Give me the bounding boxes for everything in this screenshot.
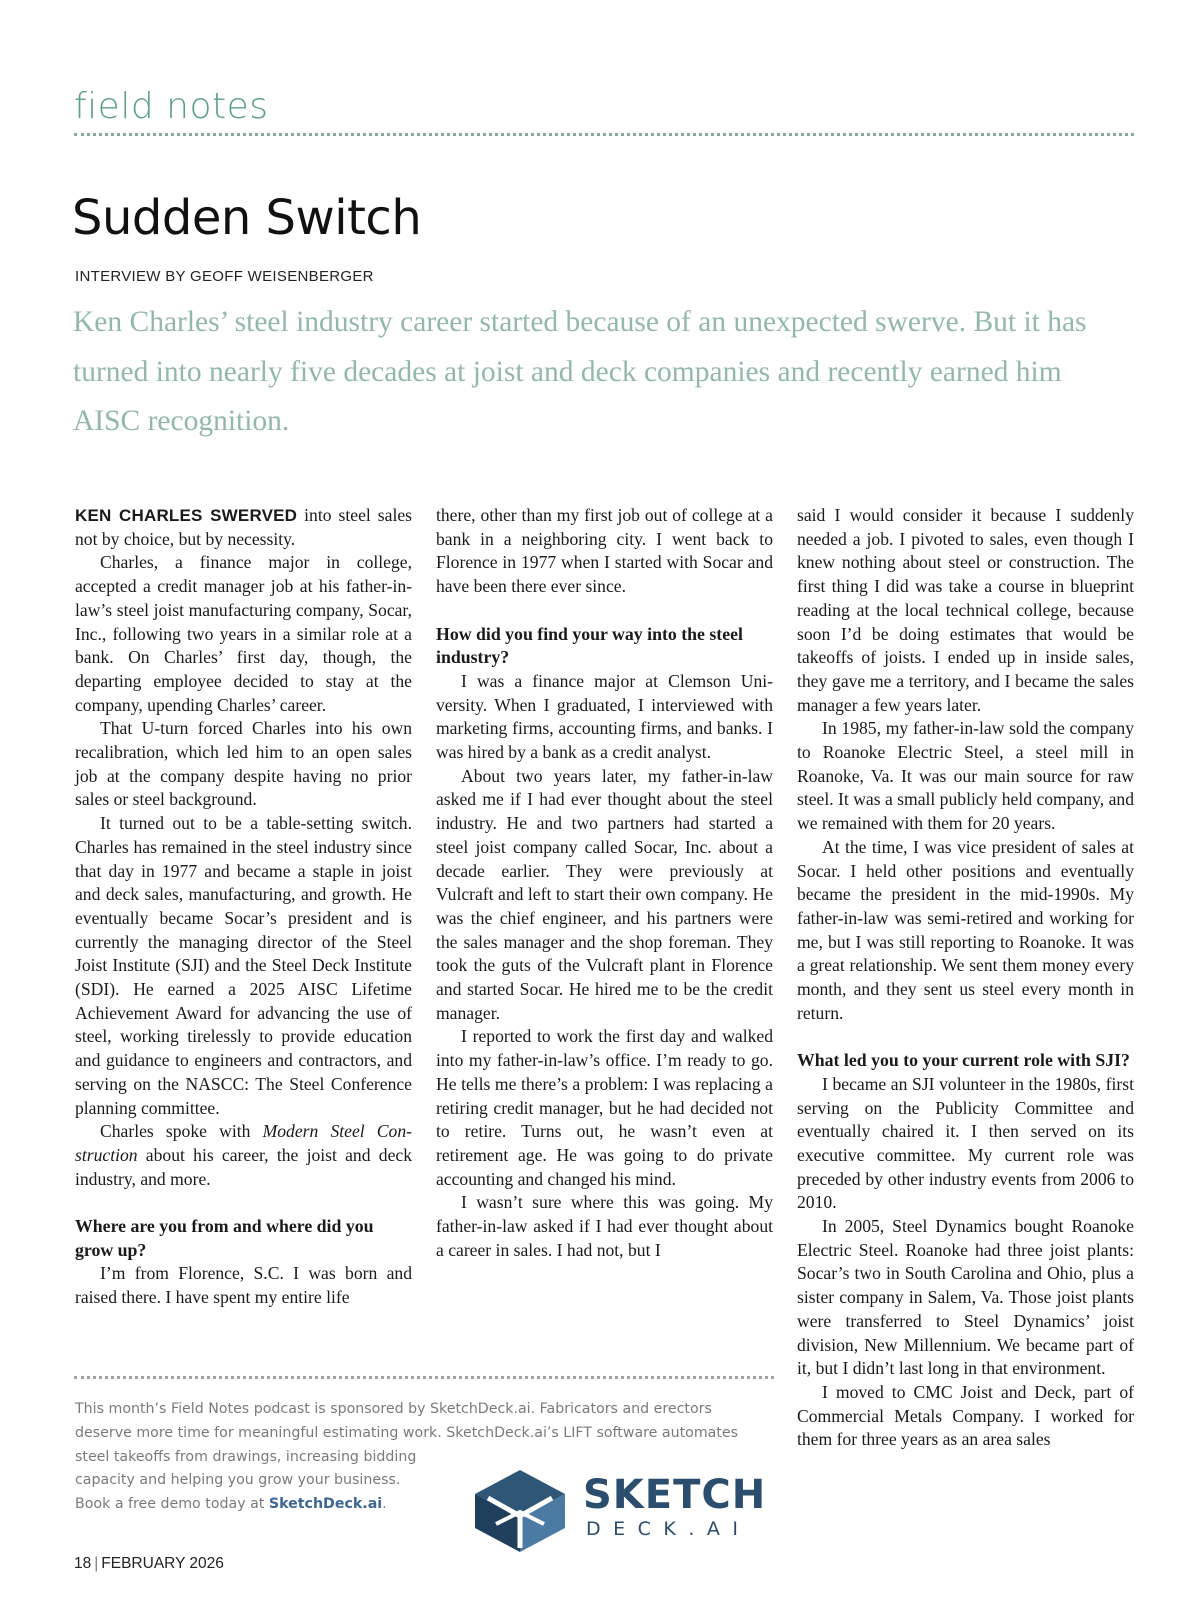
paragraph: I reported to work the first day and walked into my father-in-law’s office. I’m ready to go. He tells me there’s a problem: I was replacing a retiring credit manager, but he had decided not to retire. Turns out, he wasn’t even at retirement age. He was going to do private accounting and changed his mind. — [436, 1026, 773, 1189]
sponsor-line: deserve more time for meaningful estimating work. SketchDeck.ai’s LIFT software automates — [75, 1424, 739, 1441]
lead-caps: KEN CHARLES SWERVED — [75, 506, 298, 525]
paragraph: In 2005, Steel Dynamics bought Roanoke Electric Steel. Roanoke had three joist plants: Socar’s two in South Carolina and Ohio, plus a sister company in Salem, Va. Those joist plants were transferred to Steel Dynamics’ joist division, New Millennium. We became part of it, but I didn’t last long in that environment. — [797, 1216, 1134, 1379]
section-label: field notes — [74, 86, 269, 127]
sponsor-link[interactable]: SketchDeck.ai — [268, 1496, 383, 1513]
paragraph: I was a finance major at Clemson University. When I graduated, I interviewed with marketing firms, accounting firms, and banks. I was hired by a bank as a credit analyst. — [436, 670, 773, 763]
paragraph: It turned out to be a table-setting switch. Charles has remained in the steel industry since that day in 1977 and became a staple in joist and deck sales, manufacturing, and growth. He eventually became Socar’s president and is currently the managing director of the Steel Joist Institute (SJI) and the Steel Deck Institute (SDI). He earned a 2025 AISC Lifetime Achievement Award for advancing the use of steel, working tirelessly to provide education and guidance to engineers and contractors, and serving on the NASCC: The Steel Conference planning committee. — [75, 813, 412, 1118]
sponsor-line: capacity and helping you grow your business. — [75, 1472, 401, 1489]
sponsor-text: . — [382, 1496, 387, 1513]
text-span: about his career, the joist and deck industry, and more. — [75, 1144, 412, 1189]
question-heading: What led you to your current role with SJI? — [797, 1050, 1130, 1071]
publication-name: Modern Steel Construction — [75, 1121, 412, 1165]
paragraph: there, other than my first job out of college at a bank in a neighboring city. I went back to Florence in 1977 when I started with Socar and have been there ever since. — [436, 505, 773, 597]
paragraph: I wasn’t sure where this was going. My father-in-law asked if I had ever thought about a career in sales. I had not, but I — [436, 1192, 773, 1260]
paragraph: I became an SJI volunteer in the 1980s, first serving on the Publicity Committee and eventually chaired it. I then served on its executive committee. My current role was preceded by other industry events from 2006 to 2010. — [797, 1073, 1134, 1213]
paragraph: I’m from Florence, S.C. I was born and raised there. I have spent my entire life — [75, 1263, 412, 1308]
byline: INTERVIEW BY GEOFF WEISENBERGER — [75, 268, 374, 285]
paragraph: About two years later, my father-in-law asked me if I had ever thought about the steel industry. He and two partners had started a steel joist company called Socar, Inc. about a decade earlier. They were previously at Vulcraft and left to start their own company. He was the chief engineer, and his partners were the sales manager and the shop foreman. They took the guts of the Vulcraft plant in Florence and started Socar. He hired me to be the credit manager. — [436, 765, 773, 1023]
issue-date: FEBRUARY 2026 — [101, 1555, 224, 1572]
text-span: Charles spoke with — [100, 1121, 263, 1142]
page-number: 18 — [74, 1555, 92, 1572]
paragraph: In 1985, my father-in-law sold the company to Roanoke Electric Steel, a steel mill in Roanoke, Va. It was our main source for raw steel. It was a small publicly held company, and we remained with them for 20 years. — [797, 718, 1134, 834]
text-column-1 — [75, 504, 412, 1310]
sponsor-line: This month’s Field Notes podcast is sponsored by SketchDeck.ai. Fabricators and erectors — [75, 1401, 712, 1417]
logo-wordmark: SKETCH — [583, 1472, 767, 1518]
paragraph — [75, 1120, 412, 1191]
sponsor-dotted-rule — [74, 1376, 774, 1379]
top-dotted-rule — [74, 133, 1134, 136]
question-heading: How did you find your way into the steel industry? — [436, 623, 743, 668]
paragraph: That U-turn forced Charles into his own recalibration, which led him to an open sales job at the company despite having no prior sales or steel background. — [75, 718, 412, 810]
logo-subtitle: DECK.AI — [586, 1518, 751, 1540]
sketchdeck-logo — [470, 1468, 767, 1554]
question-heading: Where are you from and where did you grow up? — [75, 1216, 374, 1260]
lead-rest: into steel sales not by choice, but by necessity. — [75, 505, 412, 549]
article-deck: Ken Charles’ steel industry career started because of an unexpected swerve. But it has turned into nearly five decades at joist and deck companies and recently earned him AISC recognition. — [73, 306, 1087, 437]
footer-separator: | — [94, 1555, 99, 1572]
paragraph: At the time, I was vice president of sales at Socar. I held other positions and eventually became the president in the mid-1990s. My father-in-law was semi-retired and working for me, but I was still reporting to Roanoke. It was a great relationship. We sent them money every month, and they sent us steel every month in return. — [797, 836, 1134, 1023]
cube-logo-icon — [470, 1468, 570, 1554]
paragraph: I moved to CMC Joist and Deck, part of Commercial Metals Company. I worked for them for three years as an area sales — [797, 1382, 1134, 1450]
lead-paragraph — [75, 504, 412, 551]
sponsor-line: steel takeoffs from drawings, increasing bidding — [75, 1448, 417, 1465]
sponsor-text: Book a free demo today at — [75, 1496, 269, 1513]
paragraph: Charles, a finance major in college, accepted a credit manager job at his father-in-law’s steel joist manufacturing company, Socar, Inc., following two years in a similar role at a bank. On Charles’ first day, though, the departing employee decided to stay at the company, upending Charles’ career. — [75, 552, 412, 715]
text-column-2 — [436, 504, 773, 1262]
article-title: Sudden Switch — [72, 190, 422, 246]
page-footer — [74, 1555, 224, 1573]
text-column-3 — [797, 504, 1134, 1452]
paragraph: said I would consider it because I suddenly needed a job. I pivoted to sales, even though I knew nothing about steel or construction. The first thing I did was take a course in blueprint reading at the local technical college, because soon I’d be doing estimates that would be takeoffs of joists. I ended up in inside sales, they gave me a territory, and I became the sales manager a few years later. — [797, 505, 1134, 715]
